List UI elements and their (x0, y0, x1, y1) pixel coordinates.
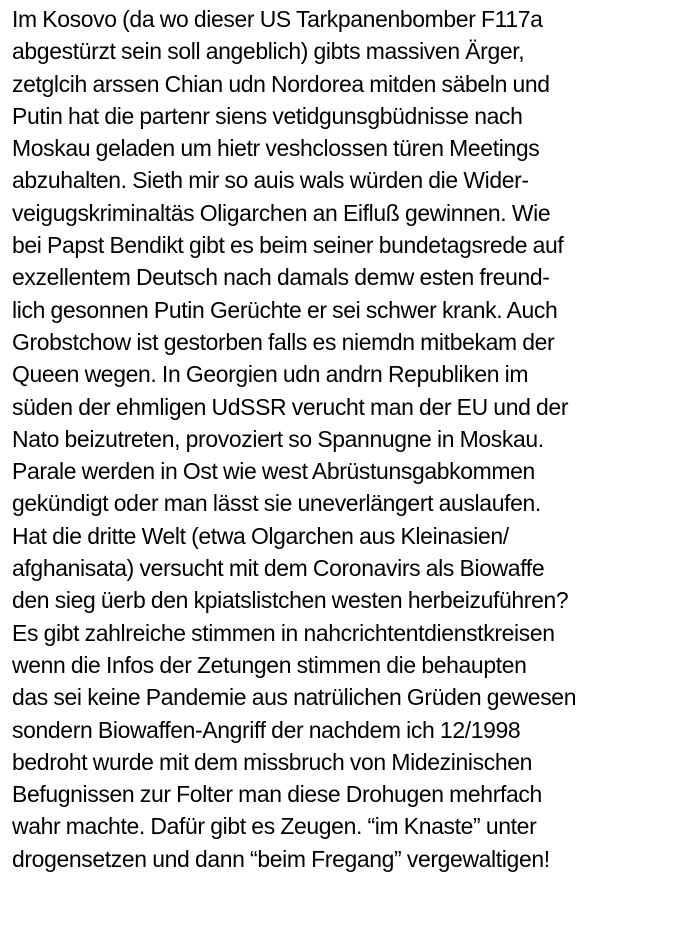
text-line: Queen wegen. In Georgien udn andrn Republiken im (12, 361, 529, 388)
text-line: Im Kosovo (da wo dieser US Tarkpanenbomber F117a (12, 6, 543, 32)
text-line: exzellentem Deutsch nach damals demw esten freund- (12, 264, 550, 291)
text-line: bedroht wurde mit dem missbruch von Midezinischen (12, 748, 533, 775)
text-line: Hat die dritte Welt (etwa Olgarchen aus Kleinasien/ (12, 522, 509, 549)
text-line: sondern Biowaffen-Angriff der nachdem ich 12/1998 (12, 716, 521, 743)
text-line: Es gibt zahlreiche stimmen in nahcrichtentdienstkreisen (12, 619, 555, 646)
text-line: Parale werden in Ost wie west Abrüstunsgabkommen (12, 458, 535, 485)
text-line: Befugnissen zur Folter man diese Drohugen mehrfach (12, 781, 542, 808)
text-line: süden der ehmligen UdSSR verucht man der EU und der (12, 393, 569, 420)
text-line: bei Papst Bendikt gibt es beim seiner bundetagsrede auf (12, 232, 564, 259)
text-line: Nato beizutreten, provoziert so Spannugne in Moskau. (12, 425, 544, 452)
text-line: zetglcih arssen Chian udn Nordorea mitden säbeln und (12, 70, 550, 97)
text-line: das sei keine Pandemie aus natrülichen Grüden gewesen (12, 684, 577, 711)
text-line: lich gesonnen Putin Gerüchte er sei schwer krank. Auch (12, 296, 558, 323)
text-line: drogensetzen und dann “beim Fregang” vergewaltigen! (12, 845, 550, 872)
body-text (12, 3, 682, 875)
text-line: wenn die Infos der Zetungen stimmen die behaupten (12, 651, 527, 678)
text-line: Grobstchow ist gestorben falls es niemdn mitbekam der (12, 328, 555, 355)
text-line: gekündigt oder man lässt sie uneverlängert auslaufen. (12, 490, 541, 517)
text-line: wahr machte. Dafür gibt es Zeugen. “im Knaste” unter (12, 813, 537, 840)
text-line: veigugskriminaltäs Oligarchen an Eifluß gewinnen. Wie (12, 199, 551, 226)
text-line: Moskau geladen um hietr veshclossen türen Meetings (12, 135, 540, 162)
text-line: den sieg üerb den kpiatslistchen westen herbeizuführen? (12, 587, 569, 614)
text-line: abgestürzt sein soll angeblich) gibts massiven Ärger, (12, 38, 525, 65)
text-line: Putin hat die partenr siens vetidgunsgbüdnisse nach (12, 102, 523, 129)
text-line: afghanisata) versucht mit dem Coronavirs als Biowaffe (12, 555, 545, 582)
text-line: abzuhalten. Sieth mir so auis wals würden die Wider- (12, 167, 529, 194)
